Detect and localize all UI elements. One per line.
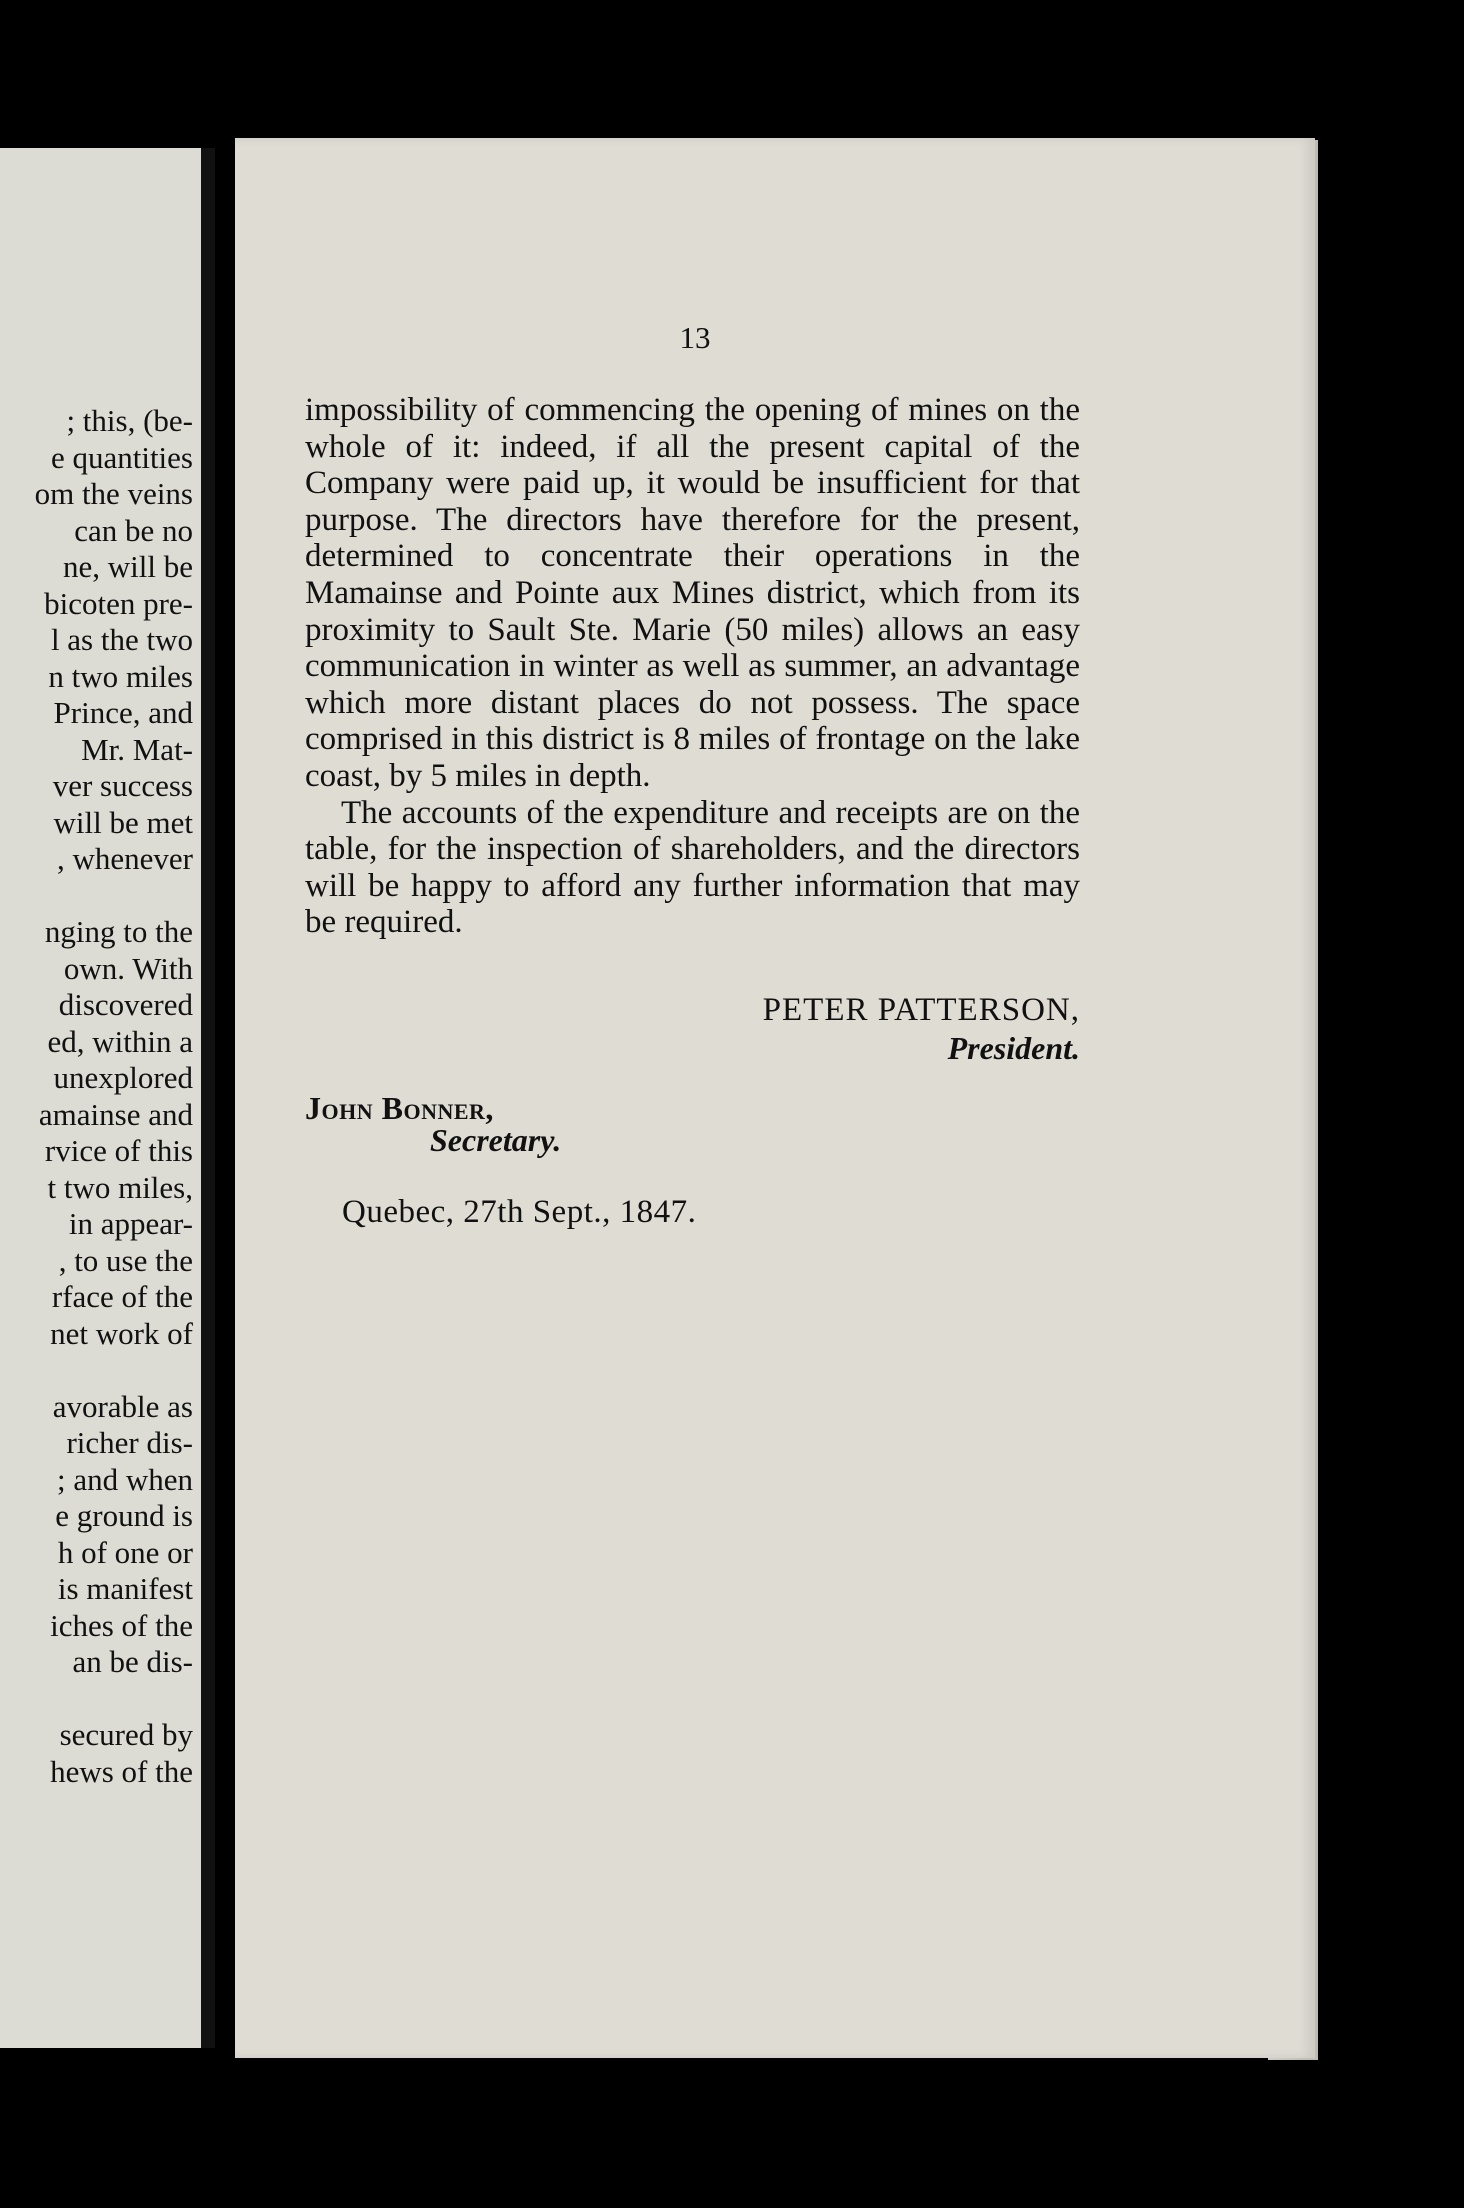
previous-page-line: n two miles <box>48 658 193 694</box>
previous-page-line: rface of the <box>51 1279 193 1314</box>
previous-page-line: is manifest <box>57 1571 193 1606</box>
previous-page-line <box>0 1681 193 1718</box>
previous-page-line: t two miles, <box>47 1169 193 1205</box>
previous-page-line: iches of the <box>50 1607 193 1643</box>
previous-page-line: amainse and <box>38 1096 193 1132</box>
previous-page-text <box>0 403 193 1790</box>
previous-page-line: can be no <box>74 512 193 548</box>
previous-page-line: , whenever <box>57 841 193 876</box>
president-name: PETER PATTERSON, <box>762 992 1080 1028</box>
body-text <box>305 392 1080 941</box>
paragraph-accounts: The accounts of the expenditure and receipts are on the table, for the inspection of shareholders, and the directors will be happy to afford any further information that may be required. <box>305 794 1080 941</box>
previous-page-line: ; and when <box>56 1461 193 1497</box>
previous-page <box>0 148 215 2048</box>
previous-page-line: h of one or <box>57 1534 193 1570</box>
place-and-date: Quebec, 27th Sept., 1847. <box>342 1194 697 1230</box>
previous-page-line <box>0 878 193 915</box>
previous-page-line: discovered <box>58 987 193 1022</box>
previous-page-line: unexplored <box>53 1060 193 1095</box>
previous-page-line: own. With <box>63 950 193 986</box>
page-number: 13 <box>679 320 711 355</box>
previous-page-line: , to use the <box>58 1242 193 1278</box>
previous-page-line: bicoten pre- <box>44 585 193 621</box>
previous-page-line: will be met <box>53 804 193 840</box>
book-gutter <box>201 148 215 2048</box>
secretary-title: Secretary. <box>430 1122 562 1158</box>
previous-page-line: ne, will be <box>63 549 193 584</box>
previous-page-line: hews of the <box>50 1753 193 1789</box>
previous-page-line: ed, within a <box>47 1023 193 1059</box>
previous-page-line: e quantities <box>50 439 193 475</box>
previous-page-line: an be dis- <box>72 1644 193 1679</box>
previous-page-line: l as the two <box>50 622 193 657</box>
previous-page-line: net work of <box>50 1315 193 1351</box>
paragraph-capital: impossibility of commencing the opening of mines on the whole of it: indeed, if all the present capital of the Company were paid up, it would be insufficient for that purpose. The directors have therefore for the present, determined to concentrate their operations in the Mamainse and Pointe aux Mines district, which from its proximity to Sault Ste. Marie (50 miles) allows an easy communication in winter as well as summer, an advantage which more distant places do not possess. The space comprised in this district is 8 miles of frontage on the lake coast, by 5 miles in depth. <box>305 392 1080 794</box>
previous-page-line: secured by <box>59 1717 193 1752</box>
previous-page-line: om the veins <box>34 476 193 511</box>
previous-page-line: ver success <box>52 768 193 803</box>
previous-page-line: richer dis- <box>66 1425 193 1460</box>
previous-page-line: nging to the <box>44 914 193 949</box>
previous-page-line: e ground is <box>55 1498 193 1533</box>
previous-page-line: Mr. Mat- <box>81 731 193 767</box>
previous-page-line: in appear- <box>68 1206 193 1241</box>
president-title: President. <box>947 1030 1080 1066</box>
previous-page-line <box>0 1352 193 1389</box>
previous-page-line: rvice of this <box>44 1133 193 1168</box>
previous-page-line: ; this, (be- <box>66 403 193 438</box>
secretary-name: John Bonner, <box>305 1090 494 1126</box>
previous-page-line: Prince, and <box>53 695 193 730</box>
previous-page-line: avorable as <box>52 1388 193 1424</box>
